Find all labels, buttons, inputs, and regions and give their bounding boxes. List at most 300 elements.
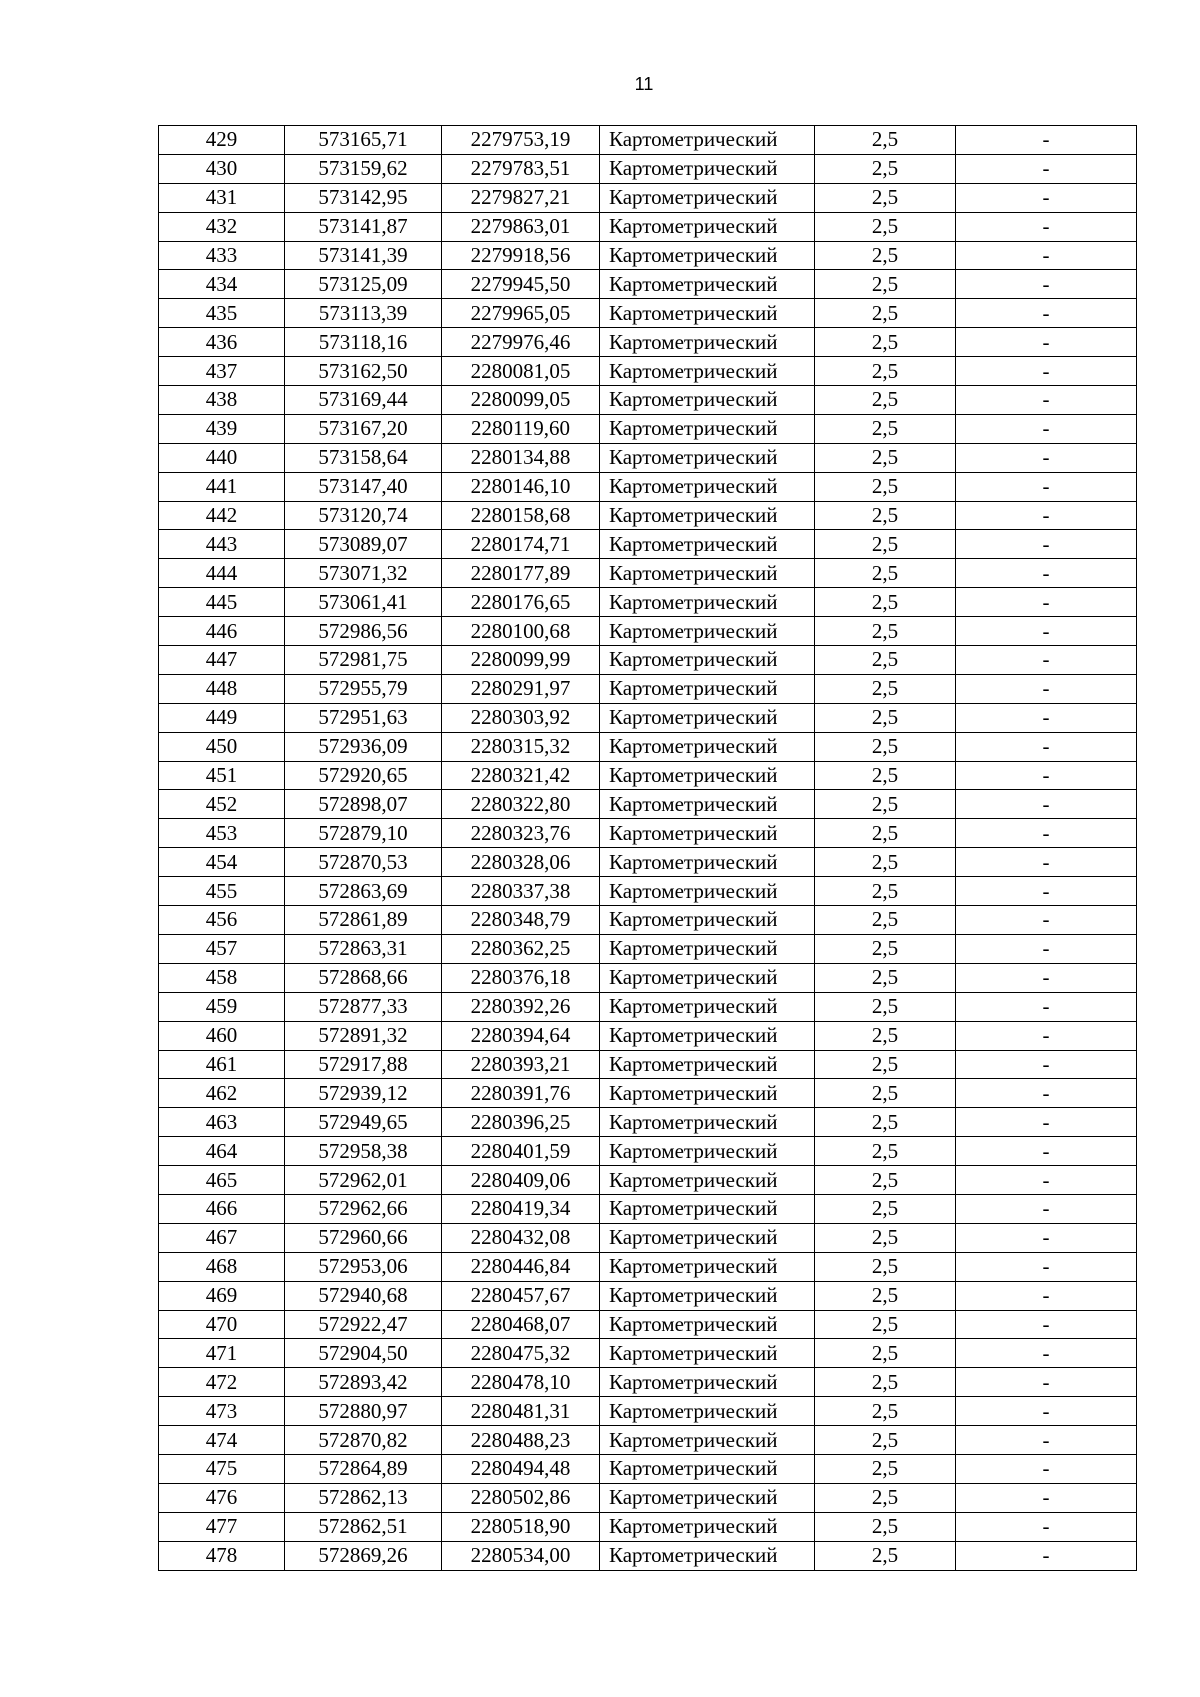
x-coordinate-cell: 573089,07 bbox=[285, 530, 442, 559]
y-coordinate-cell: 2280119,60 bbox=[442, 414, 600, 443]
y-coordinate-cell: 2280337,38 bbox=[442, 877, 600, 906]
accuracy-cell: 2,5 bbox=[815, 270, 956, 299]
accuracy-cell: 2,5 bbox=[815, 1223, 956, 1252]
y-coordinate-cell: 2280488,23 bbox=[442, 1426, 600, 1455]
accuracy-cell: 2,5 bbox=[815, 992, 956, 1021]
table-row bbox=[159, 299, 1137, 328]
note-cell: - bbox=[956, 588, 1137, 617]
accuracy-cell: 2,5 bbox=[815, 1368, 956, 1397]
method-cell: Картометрический bbox=[600, 501, 815, 530]
note-cell: - bbox=[956, 790, 1137, 819]
note-cell: - bbox=[956, 703, 1137, 732]
point-number-cell: 439 bbox=[159, 414, 285, 443]
note-cell: - bbox=[956, 443, 1137, 472]
point-number-cell: 463 bbox=[159, 1108, 285, 1137]
note-cell: - bbox=[956, 992, 1137, 1021]
method-cell: Картометрический bbox=[600, 414, 815, 443]
x-coordinate-cell: 572917,88 bbox=[285, 1050, 442, 1079]
table-row bbox=[159, 877, 1137, 906]
accuracy-cell: 2,5 bbox=[815, 386, 956, 415]
y-coordinate-cell: 2280502,86 bbox=[442, 1483, 600, 1512]
table-row bbox=[159, 241, 1137, 270]
method-cell: Картометрический bbox=[600, 1137, 815, 1166]
accuracy-cell: 2,5 bbox=[815, 1079, 956, 1108]
table-row bbox=[159, 386, 1137, 415]
x-coordinate-cell: 572869,26 bbox=[285, 1541, 442, 1570]
accuracy-cell: 2,5 bbox=[815, 1108, 956, 1137]
method-cell: Картометрический bbox=[600, 1281, 815, 1310]
accuracy-cell: 2,5 bbox=[815, 906, 956, 935]
note-cell: - bbox=[956, 732, 1137, 761]
x-coordinate-cell: 572953,06 bbox=[285, 1252, 442, 1281]
table-row bbox=[159, 1021, 1137, 1050]
note-cell: - bbox=[956, 1281, 1137, 1310]
method-cell: Картометрический bbox=[600, 357, 815, 386]
y-coordinate-cell: 2280322,80 bbox=[442, 790, 600, 819]
table-row bbox=[159, 732, 1137, 761]
method-cell: Картометрический bbox=[600, 732, 815, 761]
point-number-cell: 448 bbox=[159, 674, 285, 703]
x-coordinate-cell: 572862,51 bbox=[285, 1512, 442, 1541]
note-cell: - bbox=[956, 674, 1137, 703]
x-coordinate-cell: 572863,31 bbox=[285, 934, 442, 963]
accuracy-cell: 2,5 bbox=[815, 530, 956, 559]
x-coordinate-cell: 572939,12 bbox=[285, 1079, 442, 1108]
x-coordinate-cell: 572877,33 bbox=[285, 992, 442, 1021]
point-number-cell: 478 bbox=[159, 1541, 285, 1570]
method-cell: Картометрический bbox=[600, 1483, 815, 1512]
method-cell: Картометрический bbox=[600, 1079, 815, 1108]
point-number-cell: 467 bbox=[159, 1223, 285, 1252]
table-row bbox=[159, 646, 1137, 675]
note-cell: - bbox=[956, 1454, 1137, 1483]
accuracy-cell: 2,5 bbox=[815, 1252, 956, 1281]
table-row bbox=[159, 1397, 1137, 1426]
note-cell: - bbox=[956, 328, 1137, 357]
point-number-cell: 457 bbox=[159, 934, 285, 963]
y-coordinate-cell: 2280099,99 bbox=[442, 646, 600, 675]
y-coordinate-cell: 2280099,05 bbox=[442, 386, 600, 415]
accuracy-cell: 2,5 bbox=[815, 126, 956, 155]
method-cell: Картометрический bbox=[600, 617, 815, 646]
method-cell: Картометрический bbox=[600, 1252, 815, 1281]
note-cell: - bbox=[956, 241, 1137, 270]
y-coordinate-cell: 2279965,05 bbox=[442, 299, 600, 328]
x-coordinate-cell: 573147,40 bbox=[285, 472, 442, 501]
y-coordinate-cell: 2280394,64 bbox=[442, 1021, 600, 1050]
note-cell: - bbox=[956, 819, 1137, 848]
note-cell: - bbox=[956, 1541, 1137, 1570]
point-number-cell: 474 bbox=[159, 1426, 285, 1455]
method-cell: Картометрический bbox=[600, 1454, 815, 1483]
x-coordinate-cell: 572922,47 bbox=[285, 1310, 442, 1339]
table-row bbox=[159, 963, 1137, 992]
point-number-cell: 449 bbox=[159, 703, 285, 732]
x-coordinate-cell: 572940,68 bbox=[285, 1281, 442, 1310]
accuracy-cell: 2,5 bbox=[815, 212, 956, 241]
note-cell: - bbox=[956, 1339, 1137, 1368]
table-row bbox=[159, 1483, 1137, 1512]
y-coordinate-cell: 2280475,32 bbox=[442, 1339, 600, 1368]
table-row bbox=[159, 530, 1137, 559]
page-number: 11 bbox=[634, 74, 654, 94]
y-coordinate-cell: 2280315,32 bbox=[442, 732, 600, 761]
y-coordinate-cell: 2280396,25 bbox=[442, 1108, 600, 1137]
accuracy-cell: 2,5 bbox=[815, 646, 956, 675]
note-cell: - bbox=[956, 1021, 1137, 1050]
table-row bbox=[159, 1368, 1137, 1397]
note-cell: - bbox=[956, 357, 1137, 386]
y-coordinate-cell: 2280174,71 bbox=[442, 530, 600, 559]
x-coordinate-cell: 572861,89 bbox=[285, 906, 442, 935]
method-cell: Картометрический bbox=[600, 126, 815, 155]
table-row bbox=[159, 1050, 1137, 1079]
point-number-cell: 443 bbox=[159, 530, 285, 559]
table-row bbox=[159, 1454, 1137, 1483]
point-number-cell: 472 bbox=[159, 1368, 285, 1397]
note-cell: - bbox=[956, 183, 1137, 212]
table-row bbox=[159, 1310, 1137, 1339]
accuracy-cell: 2,5 bbox=[815, 1194, 956, 1223]
x-coordinate-cell: 572949,65 bbox=[285, 1108, 442, 1137]
accuracy-cell: 2,5 bbox=[815, 617, 956, 646]
y-coordinate-cell: 2280478,10 bbox=[442, 1368, 600, 1397]
point-number-cell: 470 bbox=[159, 1310, 285, 1339]
note-cell: - bbox=[956, 1194, 1137, 1223]
point-number-cell: 434 bbox=[159, 270, 285, 299]
point-number-cell: 436 bbox=[159, 328, 285, 357]
note-cell: - bbox=[956, 761, 1137, 790]
y-coordinate-cell: 2280494,48 bbox=[442, 1454, 600, 1483]
accuracy-cell: 2,5 bbox=[815, 1454, 956, 1483]
point-number-cell: 445 bbox=[159, 588, 285, 617]
method-cell: Картометрический bbox=[600, 328, 815, 357]
note-cell: - bbox=[956, 1368, 1137, 1397]
x-coordinate-cell: 573113,39 bbox=[285, 299, 442, 328]
table-row bbox=[159, 588, 1137, 617]
point-number-cell: 451 bbox=[159, 761, 285, 790]
method-cell: Картометрический bbox=[600, 443, 815, 472]
point-number-cell: 453 bbox=[159, 819, 285, 848]
x-coordinate-cell: 572981,75 bbox=[285, 646, 442, 675]
note-cell: - bbox=[956, 877, 1137, 906]
y-coordinate-cell: 2280177,89 bbox=[442, 559, 600, 588]
accuracy-cell: 2,5 bbox=[815, 819, 956, 848]
method-cell: Картометрический bbox=[600, 588, 815, 617]
table-row bbox=[159, 1137, 1137, 1166]
x-coordinate-cell: 572936,09 bbox=[285, 732, 442, 761]
point-number-cell: 462 bbox=[159, 1079, 285, 1108]
x-coordinate-cell: 573142,95 bbox=[285, 183, 442, 212]
note-cell: - bbox=[956, 934, 1137, 963]
note-cell: - bbox=[956, 1252, 1137, 1281]
note-cell: - bbox=[956, 617, 1137, 646]
accuracy-cell: 2,5 bbox=[815, 1512, 956, 1541]
point-number-cell: 452 bbox=[159, 790, 285, 819]
point-number-cell: 465 bbox=[159, 1166, 285, 1195]
method-cell: Картометрический bbox=[600, 386, 815, 415]
point-number-cell: 455 bbox=[159, 877, 285, 906]
table-row bbox=[159, 212, 1137, 241]
x-coordinate-cell: 573141,87 bbox=[285, 212, 442, 241]
point-number-cell: 461 bbox=[159, 1050, 285, 1079]
point-number-cell: 433 bbox=[159, 241, 285, 270]
note-cell: - bbox=[956, 299, 1137, 328]
note-cell: - bbox=[956, 1512, 1137, 1541]
method-cell: Картометрический bbox=[600, 819, 815, 848]
y-coordinate-cell: 2280146,10 bbox=[442, 472, 600, 501]
x-coordinate-cell: 573118,16 bbox=[285, 328, 442, 357]
method-cell: Картометрический bbox=[600, 241, 815, 270]
note-cell: - bbox=[956, 1079, 1137, 1108]
method-cell: Картометрический bbox=[600, 1108, 815, 1137]
method-cell: Картометрический bbox=[600, 1194, 815, 1223]
table-row bbox=[159, 183, 1137, 212]
y-coordinate-cell: 2279783,51 bbox=[442, 154, 600, 183]
table-row bbox=[159, 790, 1137, 819]
note-cell: - bbox=[956, 212, 1137, 241]
method-cell: Картометрический bbox=[600, 1368, 815, 1397]
accuracy-cell: 2,5 bbox=[815, 963, 956, 992]
y-coordinate-cell: 2280321,42 bbox=[442, 761, 600, 790]
table-row bbox=[159, 617, 1137, 646]
x-coordinate-cell: 572962,01 bbox=[285, 1166, 442, 1195]
x-coordinate-cell: 572962,66 bbox=[285, 1194, 442, 1223]
method-cell: Картометрический bbox=[600, 154, 815, 183]
table-row bbox=[159, 1079, 1137, 1108]
y-coordinate-cell: 2280303,92 bbox=[442, 703, 600, 732]
table-row bbox=[159, 1426, 1137, 1455]
x-coordinate-cell: 572960,66 bbox=[285, 1223, 442, 1252]
y-coordinate-cell: 2280392,26 bbox=[442, 992, 600, 1021]
y-coordinate-cell: 2279863,01 bbox=[442, 212, 600, 241]
note-cell: - bbox=[956, 1108, 1137, 1137]
table-row bbox=[159, 270, 1137, 299]
point-number-cell: 469 bbox=[159, 1281, 285, 1310]
accuracy-cell: 2,5 bbox=[815, 357, 956, 386]
method-cell: Картометрический bbox=[600, 848, 815, 877]
point-number-cell: 476 bbox=[159, 1483, 285, 1512]
y-coordinate-cell: 2280176,65 bbox=[442, 588, 600, 617]
y-coordinate-cell: 2280401,59 bbox=[442, 1137, 600, 1166]
y-coordinate-cell: 2280348,79 bbox=[442, 906, 600, 935]
y-coordinate-cell: 2280534,00 bbox=[442, 1541, 600, 1570]
accuracy-cell: 2,5 bbox=[815, 559, 956, 588]
table-row bbox=[159, 848, 1137, 877]
accuracy-cell: 2,5 bbox=[815, 183, 956, 212]
method-cell: Картометрический bbox=[600, 299, 815, 328]
y-coordinate-cell: 2280518,90 bbox=[442, 1512, 600, 1541]
x-coordinate-cell: 572986,56 bbox=[285, 617, 442, 646]
accuracy-cell: 2,5 bbox=[815, 1397, 956, 1426]
note-cell: - bbox=[956, 414, 1137, 443]
method-cell: Картометрический bbox=[600, 877, 815, 906]
x-coordinate-cell: 572898,07 bbox=[285, 790, 442, 819]
method-cell: Картометрический bbox=[600, 790, 815, 819]
y-coordinate-cell: 2279827,21 bbox=[442, 183, 600, 212]
y-coordinate-cell: 2280432,08 bbox=[442, 1223, 600, 1252]
point-number-cell: 429 bbox=[159, 126, 285, 155]
point-number-cell: 447 bbox=[159, 646, 285, 675]
y-coordinate-cell: 2280393,21 bbox=[442, 1050, 600, 1079]
accuracy-cell: 2,5 bbox=[815, 299, 956, 328]
x-coordinate-cell: 573159,62 bbox=[285, 154, 442, 183]
method-cell: Картометрический bbox=[600, 1541, 815, 1570]
method-cell: Картометрический bbox=[600, 472, 815, 501]
y-coordinate-cell: 2280362,25 bbox=[442, 934, 600, 963]
x-coordinate-cell: 573141,39 bbox=[285, 241, 442, 270]
x-coordinate-cell: 573125,09 bbox=[285, 270, 442, 299]
x-coordinate-cell: 572863,69 bbox=[285, 877, 442, 906]
accuracy-cell: 2,5 bbox=[815, 877, 956, 906]
x-coordinate-cell: 573061,41 bbox=[285, 588, 442, 617]
point-number-cell: 444 bbox=[159, 559, 285, 588]
y-coordinate-cell: 2279976,46 bbox=[442, 328, 600, 357]
method-cell: Картометрический bbox=[600, 1426, 815, 1455]
point-number-cell: 432 bbox=[159, 212, 285, 241]
point-number-cell: 459 bbox=[159, 992, 285, 1021]
method-cell: Картометрический bbox=[600, 992, 815, 1021]
x-coordinate-cell: 572893,42 bbox=[285, 1368, 442, 1397]
x-coordinate-cell: 573071,32 bbox=[285, 559, 442, 588]
table-row bbox=[159, 126, 1137, 155]
point-number-cell: 438 bbox=[159, 386, 285, 415]
table-row bbox=[159, 414, 1137, 443]
x-coordinate-cell: 572951,63 bbox=[285, 703, 442, 732]
accuracy-cell: 2,5 bbox=[815, 588, 956, 617]
point-number-cell: 435 bbox=[159, 299, 285, 328]
y-coordinate-cell: 2280100,68 bbox=[442, 617, 600, 646]
method-cell: Картометрический bbox=[600, 703, 815, 732]
y-coordinate-cell: 2280391,76 bbox=[442, 1079, 600, 1108]
y-coordinate-cell: 2280291,97 bbox=[442, 674, 600, 703]
y-coordinate-cell: 2280481,31 bbox=[442, 1397, 600, 1426]
table-row bbox=[159, 934, 1137, 963]
x-coordinate-cell: 573162,50 bbox=[285, 357, 442, 386]
x-coordinate-cell: 572879,10 bbox=[285, 819, 442, 848]
method-cell: Картометрический bbox=[600, 1050, 815, 1079]
note-cell: - bbox=[956, 472, 1137, 501]
coordinates-table bbox=[158, 125, 1137, 1571]
y-coordinate-cell: 2279945,50 bbox=[442, 270, 600, 299]
point-number-cell: 468 bbox=[159, 1252, 285, 1281]
y-coordinate-cell: 2280328,06 bbox=[442, 848, 600, 877]
point-number-cell: 466 bbox=[159, 1194, 285, 1223]
accuracy-cell: 2,5 bbox=[815, 1166, 956, 1195]
y-coordinate-cell: 2280134,88 bbox=[442, 443, 600, 472]
x-coordinate-cell: 573165,71 bbox=[285, 126, 442, 155]
note-cell: - bbox=[956, 559, 1137, 588]
x-coordinate-cell: 572870,82 bbox=[285, 1426, 442, 1455]
table-row bbox=[159, 443, 1137, 472]
accuracy-cell: 2,5 bbox=[815, 328, 956, 357]
method-cell: Картометрический bbox=[600, 934, 815, 963]
method-cell: Картометрический bbox=[600, 270, 815, 299]
method-cell: Картометрический bbox=[600, 530, 815, 559]
note-cell: - bbox=[956, 1426, 1137, 1455]
note-cell: - bbox=[956, 154, 1137, 183]
method-cell: Картометрический bbox=[600, 646, 815, 675]
note-cell: - bbox=[956, 501, 1137, 530]
method-cell: Картометрический bbox=[600, 963, 815, 992]
method-cell: Картометрический bbox=[600, 183, 815, 212]
y-coordinate-cell: 2280323,76 bbox=[442, 819, 600, 848]
y-coordinate-cell: 2279918,56 bbox=[442, 241, 600, 270]
point-number-cell: 441 bbox=[159, 472, 285, 501]
y-coordinate-cell: 2280419,34 bbox=[442, 1194, 600, 1223]
point-number-cell: 471 bbox=[159, 1339, 285, 1368]
point-number-cell: 473 bbox=[159, 1397, 285, 1426]
accuracy-cell: 2,5 bbox=[815, 674, 956, 703]
method-cell: Картометрический bbox=[600, 559, 815, 588]
accuracy-cell: 2,5 bbox=[815, 1137, 956, 1166]
method-cell: Картометрический bbox=[600, 212, 815, 241]
accuracy-cell: 2,5 bbox=[815, 703, 956, 732]
method-cell: Картометрический bbox=[600, 761, 815, 790]
accuracy-cell: 2,5 bbox=[815, 1281, 956, 1310]
table-row bbox=[159, 559, 1137, 588]
accuracy-cell: 2,5 bbox=[815, 790, 956, 819]
note-cell: - bbox=[956, 1310, 1137, 1339]
note-cell: - bbox=[956, 848, 1137, 877]
note-cell: - bbox=[956, 126, 1137, 155]
x-coordinate-cell: 572880,97 bbox=[285, 1397, 442, 1426]
table-row bbox=[159, 1281, 1137, 1310]
table-row bbox=[159, 906, 1137, 935]
method-cell: Картометрический bbox=[600, 1021, 815, 1050]
y-coordinate-cell: 2280081,05 bbox=[442, 357, 600, 386]
point-number-cell: 464 bbox=[159, 1137, 285, 1166]
accuracy-cell: 2,5 bbox=[815, 154, 956, 183]
table-row bbox=[159, 357, 1137, 386]
method-cell: Картометрический bbox=[600, 906, 815, 935]
y-coordinate-cell: 2280409,06 bbox=[442, 1166, 600, 1195]
y-coordinate-cell: 2280158,68 bbox=[442, 501, 600, 530]
point-number-cell: 450 bbox=[159, 732, 285, 761]
note-cell: - bbox=[956, 386, 1137, 415]
accuracy-cell: 2,5 bbox=[815, 761, 956, 790]
accuracy-cell: 2,5 bbox=[815, 1339, 956, 1368]
table-row bbox=[159, 992, 1137, 1021]
y-coordinate-cell: 2280457,67 bbox=[442, 1281, 600, 1310]
method-cell: Картометрический bbox=[600, 1339, 815, 1368]
note-cell: - bbox=[956, 1223, 1137, 1252]
note-cell: - bbox=[956, 1483, 1137, 1512]
table-row bbox=[159, 328, 1137, 357]
accuracy-cell: 2,5 bbox=[815, 414, 956, 443]
x-coordinate-cell: 572955,79 bbox=[285, 674, 442, 703]
accuracy-cell: 2,5 bbox=[815, 1050, 956, 1079]
table-row bbox=[159, 1194, 1137, 1223]
x-coordinate-cell: 573167,20 bbox=[285, 414, 442, 443]
table-row bbox=[159, 1541, 1137, 1570]
method-cell: Картометрический bbox=[600, 1397, 815, 1426]
table-row bbox=[159, 819, 1137, 848]
table-row bbox=[159, 703, 1137, 732]
accuracy-cell: 2,5 bbox=[815, 1021, 956, 1050]
table-row bbox=[159, 674, 1137, 703]
x-coordinate-cell: 572891,32 bbox=[285, 1021, 442, 1050]
accuracy-cell: 2,5 bbox=[815, 934, 956, 963]
coordinates-table-body bbox=[159, 126, 1137, 1571]
note-cell: - bbox=[956, 1166, 1137, 1195]
point-number-cell: 477 bbox=[159, 1512, 285, 1541]
method-cell: Картометрический bbox=[600, 1223, 815, 1252]
accuracy-cell: 2,5 bbox=[815, 241, 956, 270]
point-number-cell: 442 bbox=[159, 501, 285, 530]
table-row bbox=[159, 154, 1137, 183]
x-coordinate-cell: 573158,64 bbox=[285, 443, 442, 472]
